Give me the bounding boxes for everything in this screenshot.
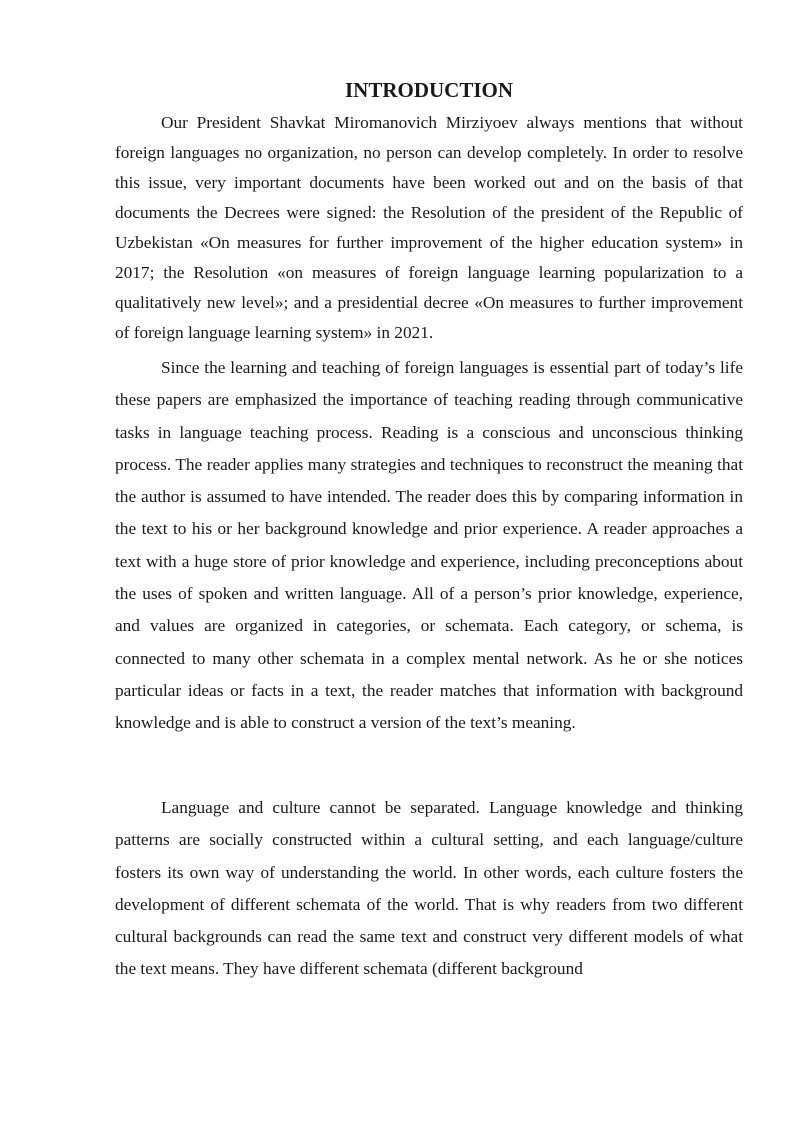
paragraph-1: Our President Shavkat Miromanovich Mirziyoev always mentions that without foreign languages no organization, no person can develop completely. In order to resolve this issue, very important documents have been worked out and on the basis of that documents the Decrees were signed: the Resolution of the president of the Republic of Uzbekistan «On measures for further improvement of the higher education system» in 2017; the Resolution «on measures of foreign language learning popularization to a qualitatively new level»; and a presidential decree «On measures to further improvement of foreign language learning system» in 2021. [115, 113, 743, 342]
paragraph-3: Language and culture cannot be separated. Language knowledge and thinking patterns are socially constructed within a cultural setting, and each language/culture fosters its own way of understanding the world. In other words, each culture fosters the development of different schemata of the world. That is why readers from two different cultural backgrounds can read the same text and construct very different models of what the text means. They have different schemata (different background [115, 798, 743, 979]
page-title: INTRODUCTION [344, 78, 514, 102]
paragraph-2: Since the learning and teaching of foreign languages is essential part of today’s life these papers are emphasized the importance of teaching reading through communicative tasks in language teaching process. Reading is a conscious and unconscious thinking process. The reader applies many strategies and techniques to reconstruct the meaning that the author is assumed to have intended. The reader does this by comparing information in the text to his or her background knowledge and prior experience. A reader approaches a text with a huge store of prior knowledge and experience, including preconceptions about the uses of spoken and written language. All of a person’s prior knowledge, experience, and values are organized in categories, or schemata. Each category, or schema, is connected to many other schemata in a complex mental network. As he or she notices particular ideas or facts in a text, the reader matches that information with background knowledge and is able to construct a version of the text’s meaning. [115, 358, 743, 733]
